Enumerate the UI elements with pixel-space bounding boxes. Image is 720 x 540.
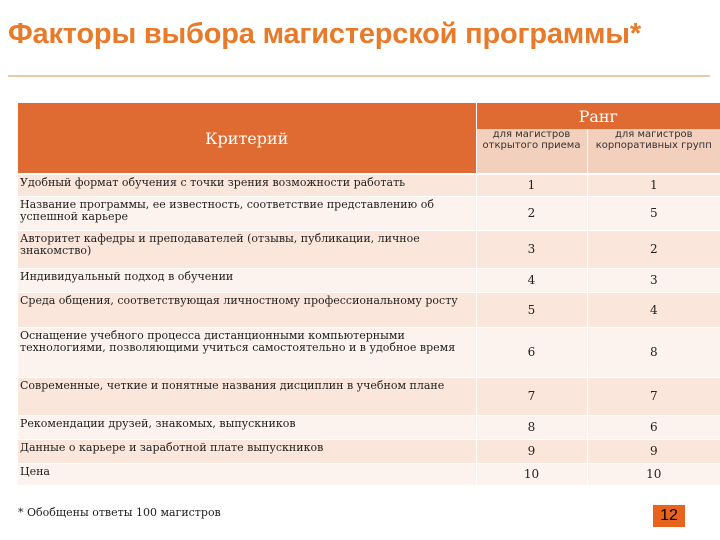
rank-open-cell: 3	[476, 230, 587, 268]
table-row	[18, 439, 720, 463]
table-row	[18, 327, 720, 377]
table-row	[18, 415, 720, 439]
criterion-cell: Оснащение учебного процесса дистанционными компьютерными технологиями, позволяющими учиться самостоятельно и в удобное время	[18, 327, 476, 377]
criterion-cell: Индивидуальный подход в обучении	[18, 268, 476, 292]
criterion-cell: Среда общения, соответствующая личностному профессиональному росту	[18, 292, 476, 327]
table-row	[18, 196, 720, 230]
title-divider	[8, 75, 710, 77]
footnote: * Обобщены ответы 100 магистров	[18, 506, 221, 519]
rank-open-cell: 8	[476, 415, 587, 439]
criterion-cell: Удобный формат обучения с точки зрения возможности работать	[18, 174, 476, 196]
header-open-admission: для магистров открытого приема	[476, 129, 587, 174]
page-title: Факторы выбора магистерской программы*	[8, 18, 641, 50]
criterion-cell: Цена	[18, 463, 476, 485]
rank-open-cell: 4	[476, 268, 587, 292]
rank-open-cell: 9	[476, 439, 587, 463]
criterion-cell: Авторитет кафедры и преподавателей (отзывы, публикации, личное знакомство)	[18, 230, 476, 268]
header-criterion: Критерий	[18, 103, 476, 174]
rank-corp-cell: 1	[587, 174, 720, 196]
rank-open-cell: 5	[476, 292, 587, 327]
rank-corp-cell: 2	[587, 230, 720, 268]
rank-corp-cell: 8	[587, 327, 720, 377]
rank-open-cell: 1	[476, 174, 587, 196]
rank-corp-cell: 9	[587, 439, 720, 463]
rank-corp-cell: 5	[587, 196, 720, 230]
factors-table	[18, 103, 720, 486]
header-rank: Ранг	[476, 103, 720, 129]
table-row	[18, 292, 720, 327]
rank-corp-cell: 10	[587, 463, 720, 485]
rank-open-cell: 10	[476, 463, 587, 485]
rank-corp-cell: 4	[587, 292, 720, 327]
table-row	[18, 230, 720, 268]
rank-corp-cell: 6	[587, 415, 720, 439]
table-row	[18, 377, 720, 415]
criterion-cell: Данные о карьере и заработной плате выпускников	[18, 439, 476, 463]
page-number: 12	[653, 505, 685, 527]
rank-open-cell: 6	[476, 327, 587, 377]
criterion-cell: Рекомендации друзей, знакомых, выпускников	[18, 415, 476, 439]
header-corporate-groups: для магистров корпоративных групп	[587, 129, 720, 174]
table-row	[18, 268, 720, 292]
table-row	[18, 463, 720, 485]
rank-corp-cell: 7	[587, 377, 720, 415]
table-row	[18, 174, 720, 196]
criterion-cell: Современные, четкие и понятные названия дисциплин в учебном плане	[18, 377, 476, 415]
rank-open-cell: 2	[476, 196, 587, 230]
criterion-cell: Название программы, ее известность, соответствие представлению об успешной карьере	[18, 196, 476, 230]
rank-corp-cell: 3	[587, 268, 720, 292]
rank-open-cell: 7	[476, 377, 587, 415]
